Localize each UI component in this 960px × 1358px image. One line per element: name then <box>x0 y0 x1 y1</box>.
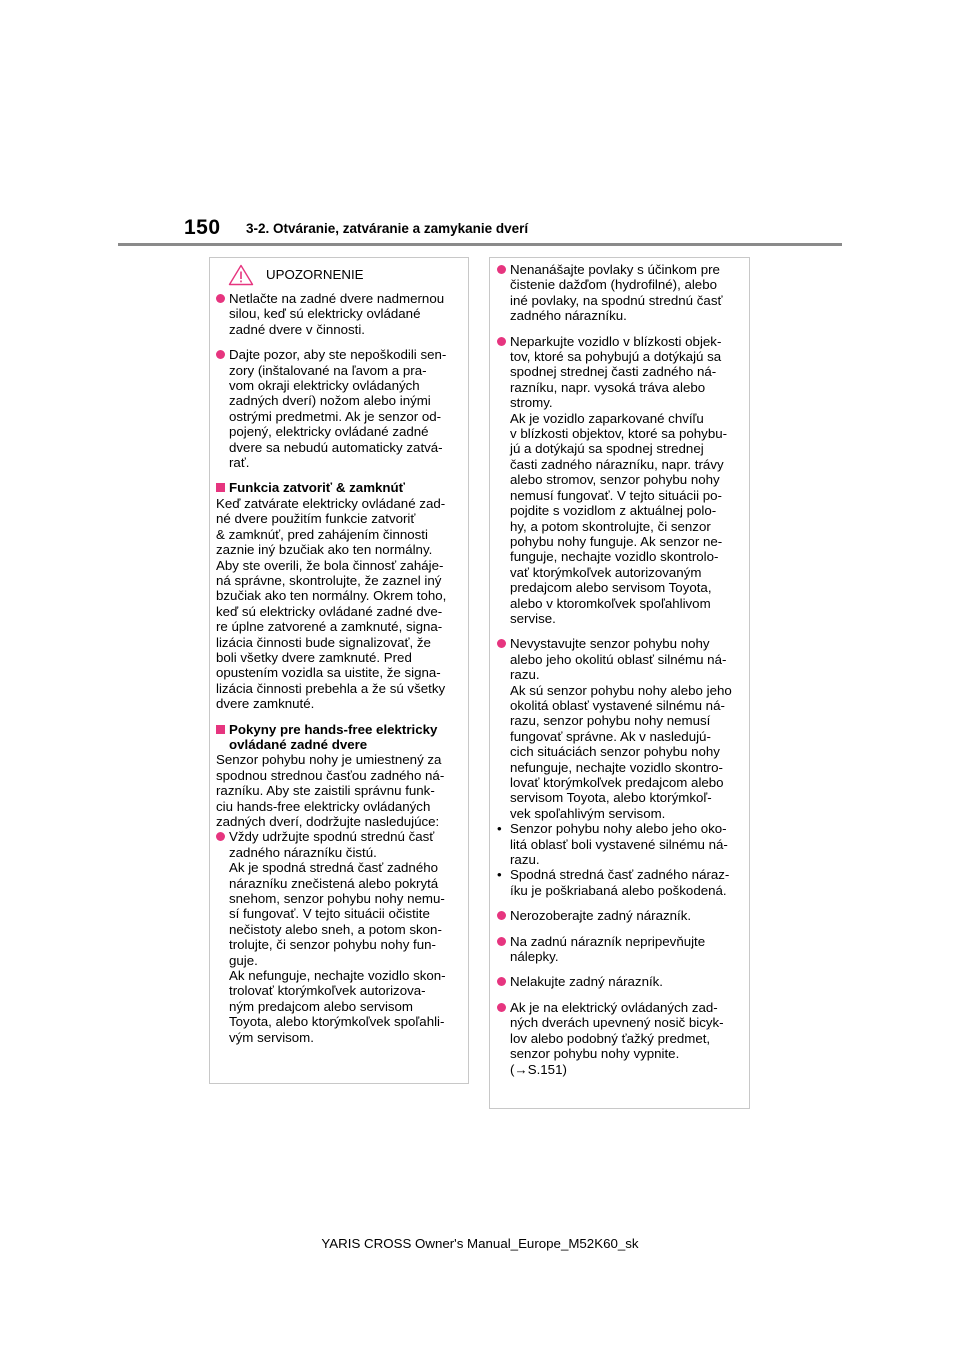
list-item <box>497 262 744 324</box>
warning-box-left <box>209 257 469 1084</box>
list-item <box>216 347 463 470</box>
page-footer: YARIS CROSS Owner's Manual_Europe_M52K60_sk <box>321 1236 639 1251</box>
list-item-text: Netlačte na zadné dvere nadmernou silou, keď sú elektricky ovládané zadné dvere v činnosti. <box>229 291 445 337</box>
list-item-text: Ak je na elektrický ovládaných zad- ných dverách upevnený nosič bicyk- lov alebo podobný ťažký predmet, senzor pohybu nohy vypnite. (→S.151) <box>510 999 724 1077</box>
bullet-dot-icon <box>497 937 506 946</box>
section-paragraph: Keď zatvárate elektricky ovládané zad- né dvere použitím funkcie zatvoriť & zamknúť, pred zahájením činnosti zaznie iný bzučiak ako ten normálny. Aby ste overili, že bola činnosť zaháje- ná správne, skontrolujte, že zaznel iný bzučiak ako ten normálny. Okrem toho, keď sú elektricky ovládané zadné dve- re úplne zatvorené a zamknuté, signa- lizácia činnosti bude signalizovať, že boli všetky dvere zamknuté. Pred opustením vozidla sa uistite, že signa- lizácia činnosti prebehla a že sú všetky dvere zamknuté. <box>216 495 447 712</box>
section-paragraph: Senzor pohybu nohy je umiestnený za spodnou strednou časťou zadného ná- razníku. Aby ste zaistili správnu funk- ciu hands-free elektricky ovládaných zadných dverí, dodržujte nasledujúce: <box>216 752 445 829</box>
heading-square-icon <box>216 483 225 492</box>
section-title: 3-2. Otváranie, zatváranie a zamykanie dverí <box>246 221 529 236</box>
list-item <box>497 334 744 627</box>
sub-list-item: • Senzor pohybu nohy alebo jeho oko- litá oblasť boli vystavené silnému ná- razu. <box>497 821 728 868</box>
list-item <box>497 934 744 965</box>
list-item-text: Vždy udržujte spodnú strednú časť zadného nárazníku čistú. Ak je spodná stredná časť zadného nárazníku znečistená alebo pokrytá snehom, senzor pohybu nohy nemu- sí fungovať. V tejto situácii očistite nečistoty alebo sneh, a potom skon- trolujte, či senzor pohybu nohy fun- guje. Ak nefunguje, nechajte vozidlo skon- trolovať ktorýmkoľvek autorizova- ným predajcom alebo servisom Toyota, alebo ktorýmkoľvek spoľahli- vým servisom. <box>229 829 446 1045</box>
sub-list-item: • Spodná stredná časť zadného náraz- íku je poškriabaná alebo poškodená. <box>497 867 730 898</box>
list-item-text: Dajte pozor, aby ste nepoškodili sen- zory (inštalované na ľavom a pra- vom okraji elektricky ovládaných zadných dverí) nožom alebo inými ostrými predmetmi. Ak je senzor od- pojený, elektricky ovládané zadné dvere sa nebudú automaticky zatvá- rať. <box>229 347 447 471</box>
heading-square-icon <box>216 725 225 734</box>
bullet-dot-icon <box>497 639 506 648</box>
bullet-dot-icon <box>497 265 506 274</box>
sub-bullet-mark: • <box>497 867 502 883</box>
list-item <box>497 908 744 923</box>
bullet-dot-icon <box>497 337 506 346</box>
section-heading-close-lock: Funkcia zatvoriť & zamknúť <box>216 480 463 495</box>
list-item-text: Nelakujte zadný nárazník. <box>510 974 663 990</box>
list-item-text: Nerozoberajte zadný nárazník. <box>510 908 692 924</box>
header-divider <box>118 243 842 246</box>
bullet-dot-icon <box>216 294 225 303</box>
list-item <box>497 974 744 989</box>
warning-label: UPOZORNENIE <box>266 267 364 283</box>
bullet-dot-icon <box>497 911 506 920</box>
warning-box-right <box>489 257 750 1109</box>
list-item-text: Nenanášajte povlaky s účinkom pre čistenie dažďom (hydrofilné), alebo iné povlaky, na spodnú strednú časť zadného nárazníku. <box>510 262 723 324</box>
list-item <box>497 1000 744 1077</box>
section-heading-hands-free: Pokyny pre hands-free elektricky ovládané zadné dvere <box>216 722 463 753</box>
list-item <box>497 636 744 821</box>
list-item <box>216 829 463 1045</box>
bullet-dot-icon <box>216 350 225 359</box>
warning-triangle-icon <box>228 264 254 286</box>
page-number: 150 <box>184 216 221 239</box>
warning-header <box>216 262 463 288</box>
bullet-dot-icon <box>497 1003 506 1012</box>
sub-bullet-mark: • <box>497 821 502 837</box>
bullet-dot-icon <box>216 832 225 841</box>
bullet-dot-icon <box>497 977 506 986</box>
sub-list <box>497 821 744 898</box>
list-item-text: Nevystavujte senzor pohybu nohy alebo jeho okolitú oblasť silnému ná- razu. Ak sú senzor pohybu nohy alebo jeho okolitá oblasť vystavené silnému ná- razu, senzor pohybu nohy nemusí fungovať správne. Ak v nasledujú- cich situáciách senzor pohybu nohy nefunguje, nechajte vozidlo skontro- lovať ktorýmkoľvek predajcom alebo servisom Toyota, alebo ktorýmkoľ- vek spoľahlivým servisom. <box>510 636 732 821</box>
list-item-text: Neparkujte vozidlo v blízkosti objek- tov, ktoré sa pohybujú a dotýkajú sa spodnej strednej časti zadného ná- razníku, napr. vysoká tráva alebo stromy. Ak je vozidlo zaparkované chvíľu v blízkosti objektov, ktoré sa pohybu- jú a dotýkajú sa spodnej strednej časti zadného nárazníku, napr. trávy alebo stromov, senzor pohybu nohy nemusí fungovať. V tejto situácii po- pojdite s vozidlom z aktuálnej polo- hy, a potom skontrolujte, či senzor pohybu nohy funguje. Ak senzor ne- funguje, nechajte vozidlo skontrolo- vať ktorýmkoľvek autorizovaným predajcom alebo servisom Toyota, alebo v ktoromkoľvek spoľahlivom servise. <box>510 333 728 626</box>
list-item <box>216 291 463 337</box>
list-item-text: Na zadnú nárazník nepripevňujte nálepky. <box>510 933 706 965</box>
